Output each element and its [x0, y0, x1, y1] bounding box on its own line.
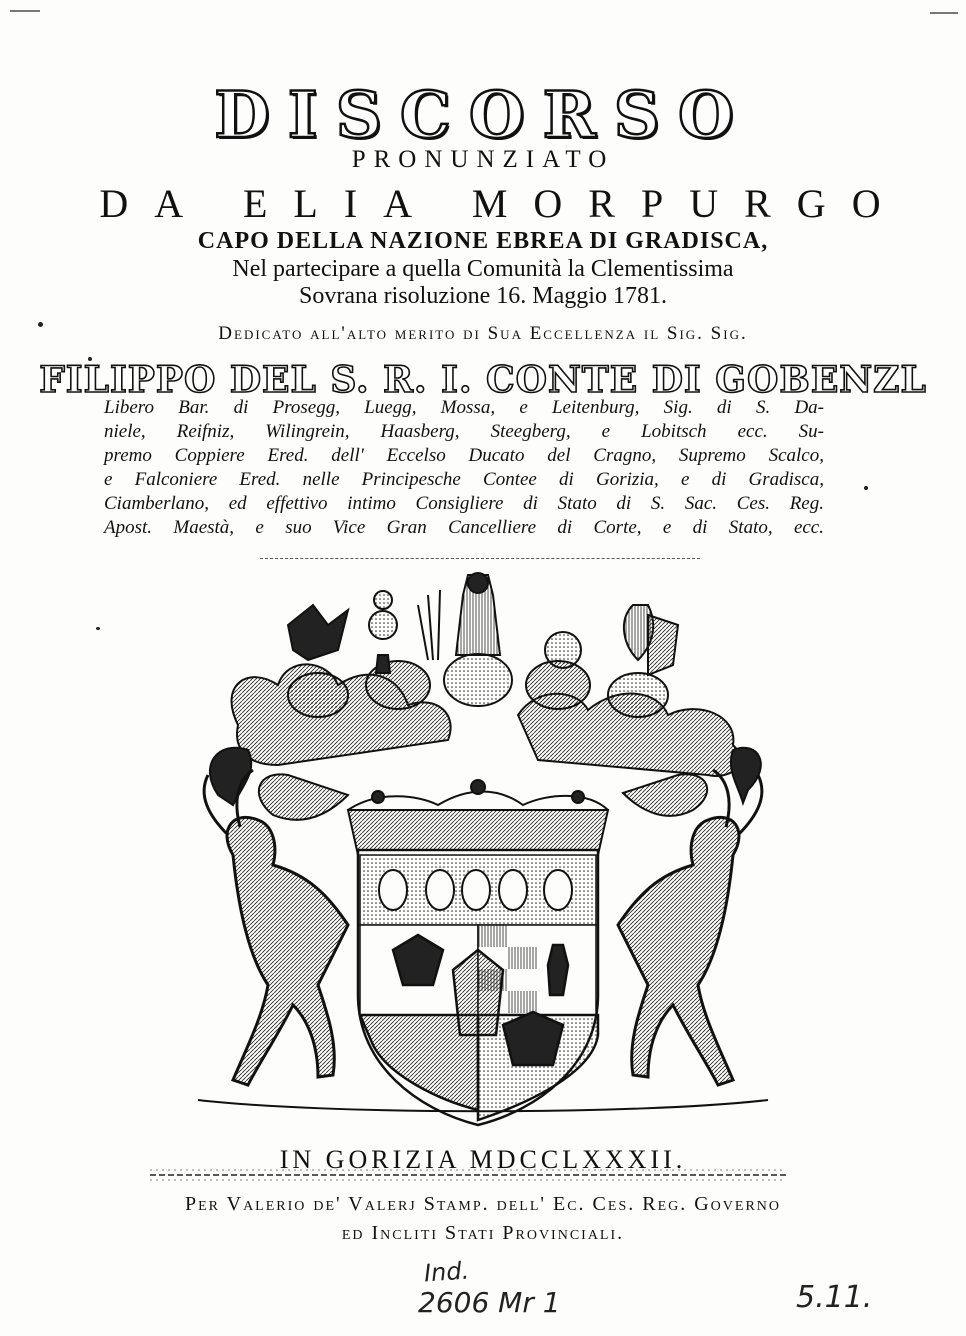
scan-speck — [930, 12, 958, 14]
handwritten-number: 5.11. — [796, 1280, 873, 1315]
honoree-title-line: premo Coppiere Ered. dell' Eccelso Ducato del Cragno, Supremo Scalco, — [104, 445, 824, 466]
occasion-line-1: Nel partecipare a quella Comunità la Clementissima — [232, 256, 734, 282]
honoree-title-line: Ciamberlano, ed effettivo intimo Consigliere di Stato di S. Sac. Ces. Reg. — [104, 493, 824, 514]
occasion-line-2: Sovrana risoluzione 16. Maggio 1781. — [299, 283, 667, 309]
ibex-supporter-right — [618, 770, 762, 1085]
ornament-border — [150, 1168, 786, 1182]
honoree-title-line: e Falconiere Ered. nelle Principesche Contee di Gorizia, e di Gradisca, — [104, 469, 824, 490]
subtitle-pronunziato: PRONUNZIATO — [351, 146, 615, 173]
printer-line-1: Per Valerio de' Valerj Stamp. dell' Ec. Ces. Reg. Governo — [184, 1193, 782, 1215]
honoree-title-line: Apost. Maestà, e suo Vice Gran Cancelliere di Corte, e di Stato, ecc. — [104, 517, 824, 538]
dedication-line: Dedicato all'alto merito di Sua Eccellenza il Sig. Sig. — [218, 323, 748, 344]
occasion-text — [0, 256, 966, 310]
dotted-divider — [260, 558, 700, 559]
honoree-titles — [104, 396, 824, 540]
shield — [358, 850, 598, 1125]
author-role: CAPO DELLA NAZIONE EBREA DI GRADISCA, — [197, 228, 769, 254]
scan-speck — [864, 486, 868, 490]
author-line: DA ELIA MORPURGO — [99, 181, 907, 226]
page-title: DISCORSO — [214, 78, 752, 153]
coat-of-arms-engraving — [178, 565, 788, 1140]
coronet — [348, 780, 608, 855]
honoree-name: FILIPPO DEL S. R. I. CONTE DI GOBENZL — [39, 359, 927, 401]
scan-speck — [10, 10, 40, 12]
honoree-title-line: Libero Bar. di Prosegg, Luegg, Mossa, e Leitenburg, Sig. di S. Da- — [104, 397, 824, 418]
handwritten-shelfmark: 2606 Mr 1 — [418, 1286, 561, 1319]
handwritten-note: Ind. — [423, 1256, 471, 1288]
honoree-title-line: niele, Reifniz, Wilingrein, Haasberg, Steegberg, e Lobitsch ecc. Su- — [104, 421, 824, 442]
scan-speck — [96, 627, 100, 630]
imprint-place-date: IN GORIZIA MDCCLXXXII. — [279, 1145, 687, 1174]
ibex-supporter-left — [204, 770, 348, 1085]
printer-line-2: ed Incliti Stati Provinciali. — [341, 1222, 625, 1244]
